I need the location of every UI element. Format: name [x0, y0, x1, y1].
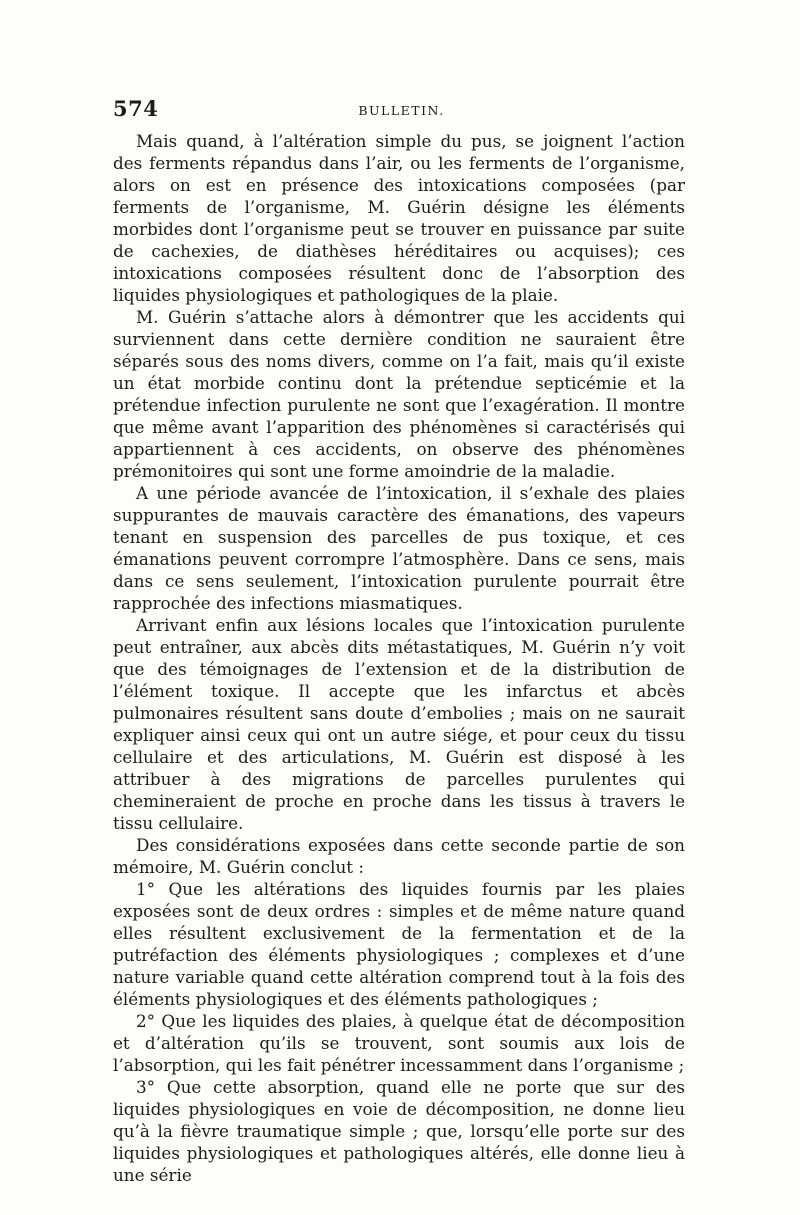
page-number: 574 [113, 96, 159, 121]
running-title: BULLETIN. [358, 103, 445, 118]
paragraph-conclusion-1: 1° Que les altérations des liquides fournis par les plaies exposées sont de deux ordres : simples et de même nature quand elles résultent exclusivement de la fermentation et de la putréfaction des éléments physiologiques ; complexes et d’une nature variable quand cette altération comprend tout à la fois des éléments physiologiques et des éléments pathologiques ; [113, 879, 685, 1009]
body-text [113, 130, 685, 1186]
paragraph-etat-morbide-continu: M. Guérin s’attache alors à démontrer que les accidents qui surviennent dans cette dernière condition ne sauraient être séparés sous des noms divers, comme on l’a fait, mais qu’il existe un état morbide continu dont la prétendue septicémie et la prétendue infection purulente ne sont que l’exagération. Il montre que même avant l’apparition des phénomènes si caractérisés qui appartiennent à ces accidents, on observe des phénomènes prémonitoires qui sont une forme amoindrie de la maladie. [113, 307, 685, 481]
paragraph-periode-avancee: A une période avancée de l’intoxication, il s’exhale des plaies suppurantes de mauvais caractère des émanations, des vapeurs tenant en suspension des parcelles de pus toxique, et ces émanations peuvent corrompre l’atmosphère. Dans ce sens, mais dans ce sens seulement, l’intoxication purulente pourrait être rapprochée des infections miasmatiques. [113, 483, 685, 613]
running-head [113, 96, 690, 126]
paragraph-conclusion-3: 3° Que cette absorption, quand elle ne porte que sur des liquides physiologiques en voie de décomposition, ne donne lieu qu’à la fièvre traumatique simple ; que, lorsqu’elle porte sur des liquides physiologiques et pathologiques altérés, elle donne lieu à une série [113, 1077, 685, 1185]
paragraph-intoxications-composees: Mais quand, à l’altération simple du pus, se joignent l’action des ferments répandus dans l’air, ou les ferments de l’organisme, alors on est en présence des intoxications composées (par ferments de l’organisme, M. Guérin désigne les éléments morbides dont l’organisme peut se trouver en puissance par suite de cachexies, de diathèses héréditaires ou acquises); ces intoxications composées résultent donc de l’absorption des liquides physiologiques et pathologiques de la plaie. [113, 131, 685, 305]
paragraph-conclusion-2: 2° Que les liquides des plaies, à quelque état de décomposition et d’altération qu’ils se trouvent, sont soumis aux lois de l’absorption, qui les fait pénétrer incessamment dans l’organisme ; [113, 1011, 685, 1075]
paragraph-conclusion-intro: Des considérations exposées dans cette seconde partie de son mémoire, M. Guérin conclut : [113, 835, 685, 877]
paragraph-lesions-locales: Arrivant enfin aux lésions locales que l’intoxication purulente peut entraîner, aux abcès dits métastatiques, M. Guérin n’y voit que des témoignages de l’extension et de la distribution de l’élément toxique. Il accepte que les infarctus et abcès pulmonaires résultent sans doute d’embolies ; mais on ne saurait expliquer ainsi ceux qui ont un autre siége, et pour ceux du tissu cellulaire et des articulations, M. Guérin est disposé à les attribuer à des migrations de parcelles purulentes qui chemineraient de proche en proche dans les tissus à travers le tissu cellulaire. [113, 615, 685, 833]
